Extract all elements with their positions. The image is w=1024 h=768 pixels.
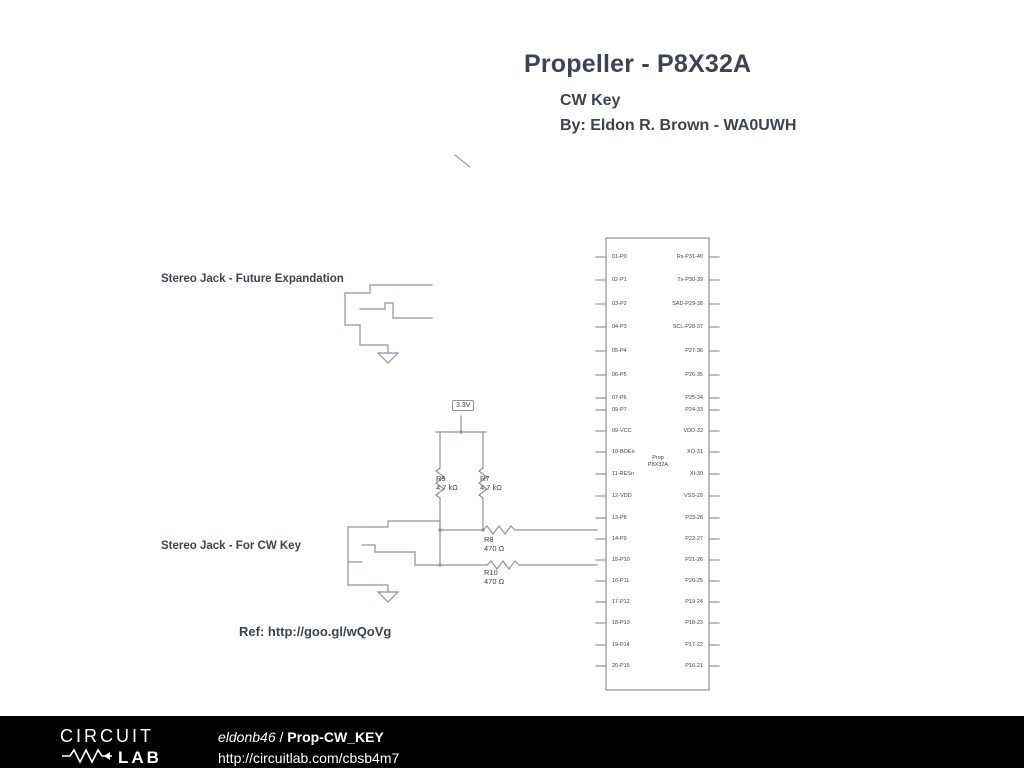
chip-pin-right-9: VDD-32 (683, 428, 703, 434)
supply-voltage-label: 3.3V (452, 400, 474, 411)
chip-pin-left-3: 03-P2 (612, 301, 627, 307)
chip-pin-right-11: XI-30 (689, 471, 703, 477)
label-reference-link: Ref: http://goo.gl/wQoVg (239, 624, 392, 639)
chip-pin-right-6: P26-35 (685, 372, 703, 378)
resistor-label-r7 (480, 474, 502, 492)
chip-pin-left-2: 02-P1 (612, 277, 627, 283)
chip-pin-right-13: P23-28 (685, 515, 703, 521)
chip-pin-right-5: P27-36 (685, 348, 703, 354)
subtitle-project: CW Key (560, 92, 621, 109)
resistor-label-r8 (484, 535, 504, 553)
subtitle-author: By: Eldon R. Brown - WA0UWH (560, 117, 797, 134)
chip-pin-left-20: 20-P15 (612, 663, 630, 669)
chip-pin-right-18: P18-23 (685, 620, 703, 626)
chip-part-label (636, 455, 680, 469)
resistor-label-r10 (484, 568, 504, 586)
footer-project-name: Prop-CW_KEY (287, 729, 384, 745)
circuitlab-logo (60, 726, 210, 766)
chip-pin-left-5: 05-P4 (612, 348, 627, 354)
chip-pin-right-14: P22-27 (685, 536, 703, 542)
logo-word-circuit: CIRCUIT (60, 726, 154, 746)
chip-pin-left-15: 15-P10 (612, 557, 630, 563)
resistor-r9-value: 4.7 kΩ (436, 483, 458, 492)
chip-pin-left-13: 13-P8 (612, 515, 627, 521)
chip-pin-left-8: 09-P7 (612, 407, 627, 413)
chip-part-line1: Prop (652, 455, 664, 461)
chip-pin-left-10: 10-BOEn (612, 449, 635, 455)
footer-separator: / (275, 729, 288, 745)
chip-pin-right-12: VSS-29 (684, 493, 703, 499)
resistor-r9-name: R9 (436, 474, 446, 483)
resistor-r10-name: R10 (484, 568, 498, 577)
chip-pin-right-20: P16-21 (685, 663, 703, 669)
chip-pin-left-18: 18-P13 (612, 620, 630, 626)
resistor-r10-value: 470 Ω (484, 577, 505, 586)
footer-project-line (218, 729, 384, 745)
chip-pin-left-4: 04-P3 (612, 324, 627, 330)
label-stereo-jack-cw-key: Stereo Jack - For CW Key (161, 540, 301, 552)
resistor-r7-value: 4.7 kΩ (480, 483, 502, 492)
page-title: Propeller - P8X32A (524, 50, 752, 78)
chip-pin-right-2: Tx-P30-39 (677, 277, 703, 283)
logo-word-lab: LAB (118, 748, 162, 767)
chip-pin-right-3: SAD-P29-38 (672, 301, 703, 307)
chip-pin-right-7: P25-34 (685, 395, 703, 401)
chip-pin-left-7: 07-P6 (612, 395, 627, 401)
chip-pin-right-8: P24-33 (685, 407, 703, 413)
chip-pin-left-9: 09-VCC (612, 428, 632, 434)
chip-pin-right-15: P21-26 (685, 557, 703, 563)
label-stereo-jack-future: Stereo Jack - Future Expandation (161, 273, 344, 285)
chip-pin-right-19: P17-22 (685, 642, 703, 648)
chip-pin-left-11: 11-RESn (612, 471, 634, 477)
chip-pin-right-17: P19-24 (685, 599, 703, 605)
resistor-r8-value: 470 Ω (484, 544, 505, 553)
chip-pin-left-14: 14-P9 (612, 536, 627, 542)
resistor-r7-name: R7 (480, 474, 490, 483)
footer-username: eldonb46 (218, 729, 276, 745)
chip-pin-left-6: 06-P5 (612, 372, 627, 378)
resistor-r8-name: R8 (484, 535, 494, 544)
footer-url[interactable]: http://circuitlab.com/cbsb4m7 (218, 750, 400, 766)
chip-pin-right-4: SCL-P28-37 (672, 324, 703, 330)
chip-pin-right-1: Rx-P31-40 (676, 254, 703, 260)
chip-pin-left-16: 16-P11 (612, 578, 630, 584)
chip-pin-right-10: XO-31 (687, 449, 703, 455)
chip-pin-right-16: P20-25 (685, 578, 703, 584)
chip-pin-left-12: 12-VDD (612, 493, 632, 499)
chip-pin-left-19: 19-P14 (612, 642, 630, 648)
chip-pin-left-17: 17-P12 (612, 599, 630, 605)
chip-pin-left-1: 01-P0 (612, 254, 627, 260)
chip-part-line2: P8X32A (647, 462, 669, 468)
resistor-label-r9 (436, 474, 458, 492)
